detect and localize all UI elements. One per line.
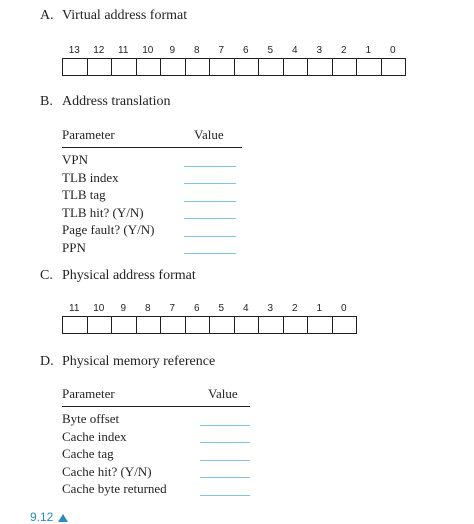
parameter-name: TLB index xyxy=(62,169,119,185)
table-row xyxy=(62,445,250,463)
section-d-title: Physical memory reference xyxy=(62,354,216,369)
physical-address-bit-boxes xyxy=(62,316,357,334)
bit-cell[interactable] xyxy=(382,58,407,76)
value-answer-line[interactable] xyxy=(200,425,250,426)
address-translation-table-header xyxy=(62,127,242,148)
bit-label: 5 xyxy=(218,303,225,314)
section-b-heading xyxy=(40,94,170,110)
value-answer-line[interactable] xyxy=(184,218,236,219)
address-translation-table xyxy=(62,127,242,256)
section-d-heading xyxy=(40,354,215,370)
bit-cell[interactable] xyxy=(88,316,113,334)
value-column-header: Value xyxy=(208,386,238,401)
bit-cell[interactable] xyxy=(235,58,260,76)
bit-label: 7 xyxy=(169,303,176,314)
bit-cell[interactable] xyxy=(357,58,382,76)
bit-cell[interactable] xyxy=(333,316,358,334)
bit-cell[interactable] xyxy=(137,316,162,334)
value-answer-line[interactable] xyxy=(200,460,250,461)
table-row xyxy=(62,463,250,481)
bit-cell[interactable] xyxy=(161,58,186,76)
bit-cell[interactable] xyxy=(333,58,358,76)
section-d-letter: D. xyxy=(40,354,54,369)
section-b-letter: B. xyxy=(40,94,53,109)
value-answer-line[interactable] xyxy=(184,166,236,167)
section-a-letter: A. xyxy=(40,8,54,23)
section-b-title: Address translation xyxy=(62,94,171,109)
value-answer-line[interactable] xyxy=(184,201,236,202)
bit-label: 5 xyxy=(267,45,274,56)
bit-cell[interactable] xyxy=(88,58,113,76)
physical-memory-reference-table-header xyxy=(62,386,250,407)
value-answer-line[interactable] xyxy=(200,495,250,496)
bit-cell[interactable] xyxy=(284,316,309,334)
parameter-name: Cache tag xyxy=(62,446,114,461)
address-translation-rows xyxy=(62,148,242,256)
physical-memory-reference-table xyxy=(62,386,250,498)
parameter-name: Cache index xyxy=(62,428,127,444)
physical-address-bit-labels xyxy=(62,303,356,314)
bit-cell[interactable] xyxy=(284,58,309,76)
table-row xyxy=(62,428,250,446)
bit-label: 2 xyxy=(340,45,347,56)
bit-label: 2 xyxy=(291,303,298,314)
bit-cell[interactable] xyxy=(210,58,235,76)
bit-cell[interactable] xyxy=(112,316,137,334)
bit-cell[interactable] xyxy=(308,316,333,334)
bit-label: 3 xyxy=(267,303,274,314)
bit-label: 1 xyxy=(316,303,323,314)
parameter-name: Byte offset xyxy=(62,411,120,426)
bit-label: 10 xyxy=(142,45,154,56)
bit-label: 0 xyxy=(389,45,396,56)
parameter-name: TLB tag xyxy=(62,187,106,202)
virtual-address-bit-labels xyxy=(62,45,405,56)
parameter-column-header: Parameter xyxy=(62,127,115,142)
value-answer-line[interactable] xyxy=(184,236,236,237)
bit-cell[interactable] xyxy=(259,58,284,76)
bit-label: 6 xyxy=(242,45,249,56)
parameter-name: Cache hit? (Y/N) xyxy=(62,463,152,479)
bit-cell[interactable] xyxy=(210,316,235,334)
parameter-name: TLB hit? (Y/N) xyxy=(62,204,144,220)
bit-cell[interactable] xyxy=(186,58,211,76)
table-row xyxy=(62,239,242,257)
bit-cell[interactable] xyxy=(186,316,211,334)
value-answer-line[interactable] xyxy=(184,253,236,254)
page-number[interactable] xyxy=(30,510,68,524)
parameter-name: VPN xyxy=(62,152,89,167)
table-row xyxy=(62,221,242,239)
value-answer-line[interactable] xyxy=(184,183,236,184)
bit-label: 0 xyxy=(340,303,347,314)
bit-label: 11 xyxy=(118,45,129,56)
section-c-title: Physical address format xyxy=(62,268,196,283)
parameter-name: Page fault? (Y/N) xyxy=(62,222,155,237)
bit-cell[interactable] xyxy=(63,316,88,334)
parameter-name: PPN xyxy=(62,239,86,255)
table-row xyxy=(62,151,242,169)
value-answer-line[interactable] xyxy=(200,477,250,478)
bit-label: 6 xyxy=(193,303,200,314)
value-column-header: Value xyxy=(194,127,224,142)
table-row xyxy=(62,204,242,222)
virtual-address-bit-boxes xyxy=(62,58,406,76)
section-c-heading xyxy=(40,268,196,284)
bit-label: 10 xyxy=(93,303,105,314)
table-row xyxy=(62,480,250,498)
table-row xyxy=(62,410,250,428)
bit-cell[interactable] xyxy=(259,316,284,334)
parameter-name: Cache byte returned xyxy=(62,481,167,496)
bit-label: 4 xyxy=(242,303,249,314)
bit-label: 13 xyxy=(68,45,80,56)
value-answer-line[interactable] xyxy=(200,442,250,443)
bit-label: 7 xyxy=(218,45,225,56)
section-a-heading xyxy=(40,8,187,24)
bit-label: 8 xyxy=(193,45,200,56)
bit-cell[interactable] xyxy=(137,58,162,76)
bit-label: 9 xyxy=(169,45,176,56)
bit-label: 1 xyxy=(365,45,372,56)
parameter-column-header: Parameter xyxy=(62,386,115,401)
section-a-title: Virtual address format xyxy=(62,8,188,23)
bit-cell[interactable] xyxy=(161,316,186,334)
bit-label: 9 xyxy=(120,303,127,314)
section-c-letter: C. xyxy=(40,268,53,283)
bit-label: 4 xyxy=(291,45,298,56)
physical-memory-reference-rows xyxy=(62,407,250,498)
bit-cell[interactable] xyxy=(63,58,88,76)
bit-cell[interactable] xyxy=(112,58,137,76)
bit-label: 8 xyxy=(144,303,151,314)
table-row xyxy=(62,169,242,187)
bit-label: 12 xyxy=(93,45,105,56)
bit-cell[interactable] xyxy=(235,316,260,334)
bit-label: 3 xyxy=(316,45,323,56)
table-row xyxy=(62,186,242,204)
bit-label: 11 xyxy=(69,303,80,314)
bit-cell[interactable] xyxy=(308,58,333,76)
page-number-label: 9.12 xyxy=(30,510,54,524)
